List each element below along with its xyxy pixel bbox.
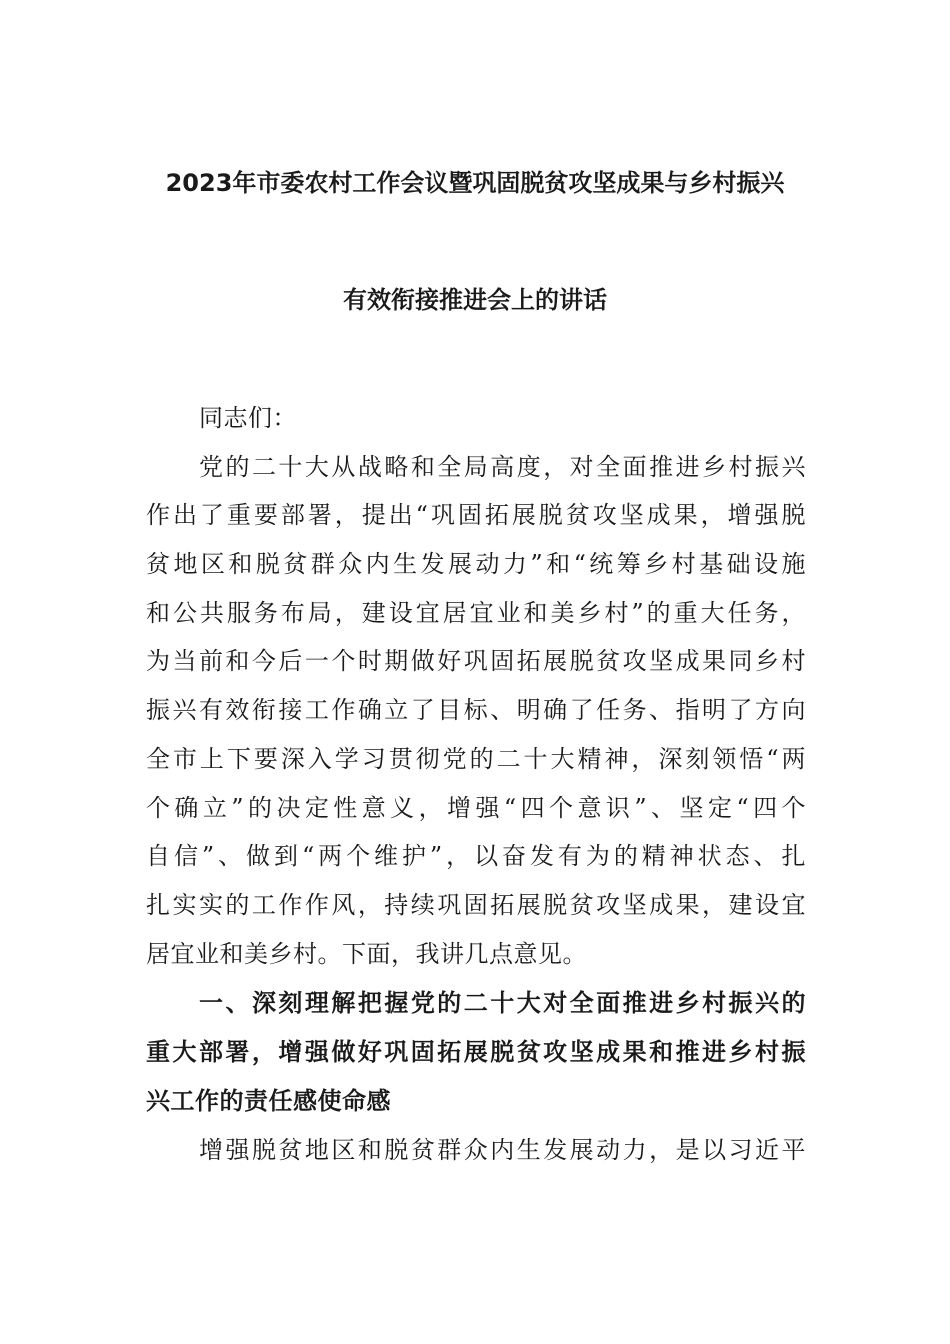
paragraph-1-line: 全市上下要深入学习贯彻党的二十大精神，深刻领悟“两 — [146, 744, 806, 773]
paragraph-2-line: 增强脱贫地区和脱贫群众内生发展动力，是以习近平 — [199, 1136, 806, 1165]
section-heading-1 — [146, 979, 806, 1126]
paragraph-1-line: 扎实实的工作作风，持续巩固拓展脱贫攻坚成果，建设宜 — [146, 890, 806, 919]
paragraph-1-line: 党的二十大从战略和全局高度，对全面推进乡村振兴 — [199, 452, 806, 481]
document-body — [146, 394, 806, 1175]
paragraph-1-line: 和公共服务布局，建设宜居宜业和美乡村”的重大任务， — [146, 598, 806, 627]
section-heading-line: 一、深刻理解把握党的二十大对全面推进乡村振兴的 — [199, 989, 806, 1018]
document-title-line-2: 有效衔接推进会上的讲话 — [343, 286, 607, 314]
paragraph-1-line: 自信”、做到“两个维护”，以奋发有为的精神状态、扎 — [146, 842, 806, 871]
paragraph-1-line: 个确立”的决定性意义，增强“四个意识”、坚定“四个 — [146, 793, 806, 822]
paragraph-1 — [146, 443, 806, 979]
paragraph-1-line: 振兴有效衔接工作确立了目标、明确了任务、指明了方向 — [146, 696, 806, 725]
section-heading-line: 重大部署，增强做好巩固拓展脱贫攻坚成果和推进乡村振 — [146, 1038, 806, 1067]
document-title-line-1: 2023年市委农村工作会议暨巩固脱贫攻坚成果与乡村振兴 — [165, 169, 785, 197]
paragraph-1-line: 为当前和今后一个时期做好巩固拓展脱贫攻坚成果同乡村 — [146, 647, 806, 676]
salutation: 同志们： — [199, 404, 297, 432]
paragraph-1-line: 作出了重要部署，提出“巩固拓展脱贫攻坚成果，增强脱 — [146, 501, 806, 530]
paragraph-1-line: 居宜业和美乡村。下面，我讲几点意见。 — [146, 939, 587, 968]
section-heading-line: 兴工作的责任感使命感 — [146, 1087, 391, 1116]
paragraph-1-line: 贫地区和脱贫群众内生发展动力”和“统筹乡村基础设施 — [146, 550, 806, 579]
paragraph-2 — [146, 1126, 806, 1175]
